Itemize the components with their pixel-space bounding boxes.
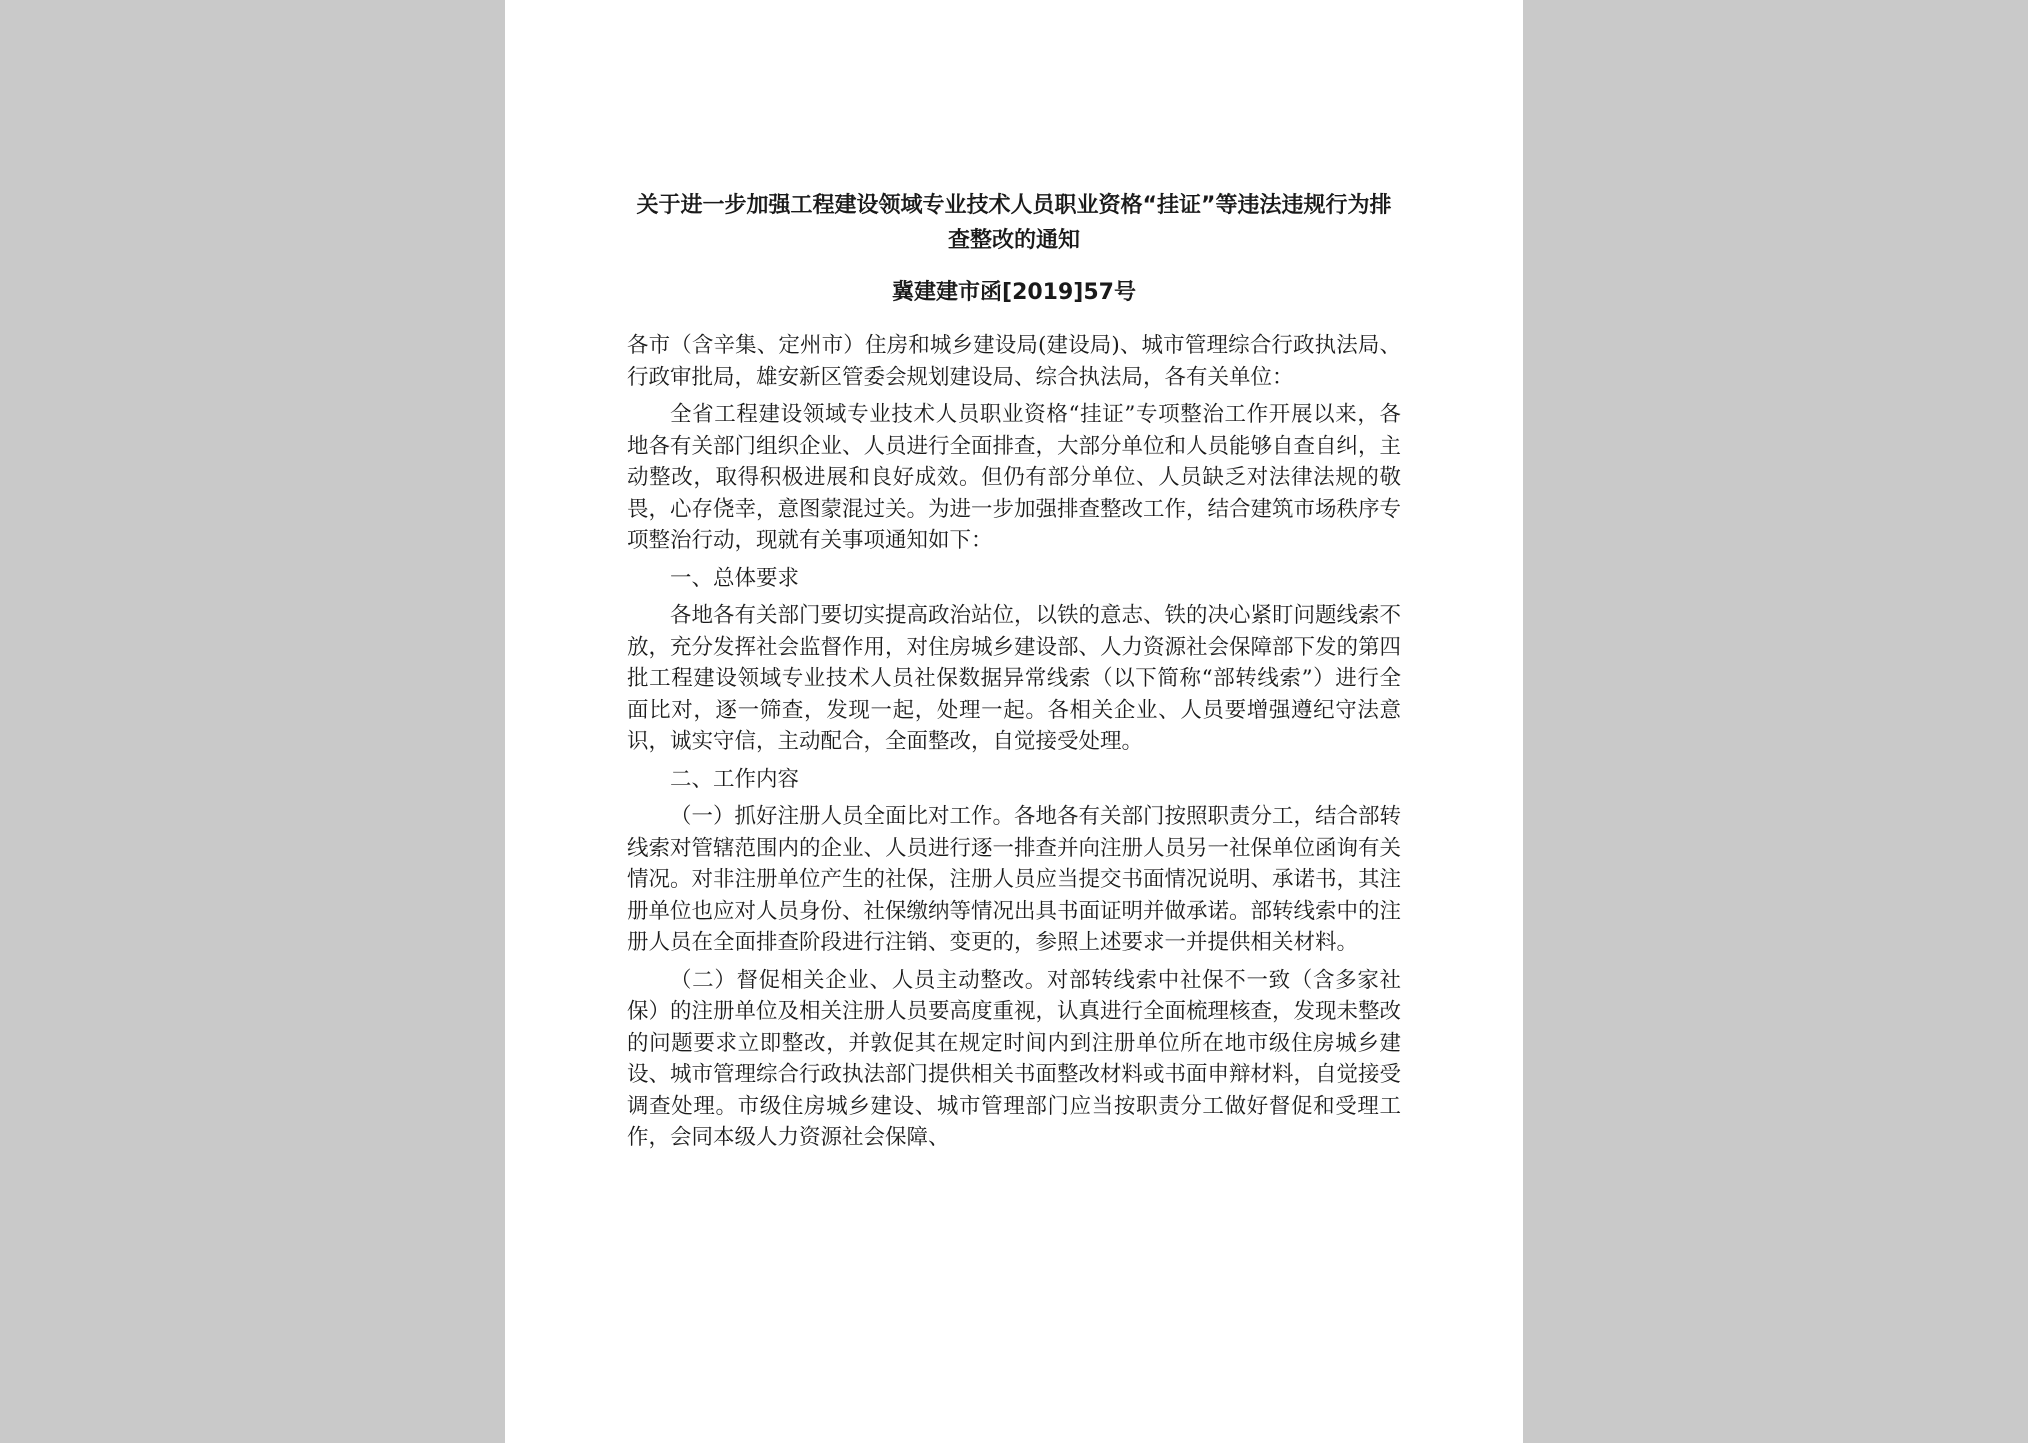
section1-paragraph: 各地各有关部门要切实提高政治站位，以铁的意志、铁的决心紧盯问题线索不放，充分发挥社会监督作用，对住房城乡建设部、人力资源社会保障部下发的第四批工程建设领域专业技术人员社保数据异常线索（以下简称“部转线索”）进行全面比对，逐一筛查，发现一起，处理一起。各相关企业、人员要增强遵纪守法意识，诚实守信，主动配合，全面整改，自觉接受处理。	[627, 603, 1402, 754]
intro-paragraph: 全省工程建设领域专业技术人员职业资格“挂证”专项整治工作开展以来，各地各有关部门组织企业、人员进行全面排查，大部分单位和人员能够自查自纠，主动整改，取得积极进展和良好成效。但仍有部分单位、人员缺乏对法律法规的敬畏，心存侥幸，意图蒙混过关。为进一步加强排查整改工作，结合建筑市场秩序专项整治行动，现就有关事项通知如下：	[627, 402, 1402, 553]
addressee-paragraph: 各市（含辛集、定州市）住房和城乡建设局(建设局)、城市管理综合行政执法局、行政审批局，雄安新区管委会规划建设局、综合执法局，各有关单位：	[627, 333, 1401, 390]
document-number: 冀建建市函[2019]57号	[892, 280, 1136, 305]
item2-paragraph: （二）督促相关企业、人员主动整改。对部转线索中社保不一致（含多家社保）的注册单位及相关注册人员要高度重视，认真进行全面梳理核查，发现未整改的问题要求立即整改，并敦促其在规定时间内到注册单位所在地市级住房城乡建设、城市管理综合行政执法部门提供相关书面整改材料或书面申辩材料，自觉接受调查处理。市级住房城乡建设、城市管理部门应当按职责分工做好督促和受理工作，会同本级人力资源社会保障、	[627, 967, 1402, 1150]
document-title: 关于进一步加强工程建设领域专业技术人员职业资格“挂证”等违法违规行为排查整改的通知	[636, 193, 1392, 253]
section1-heading: 一、总体要求	[670, 565, 800, 591]
document-page	[505, 0, 1523, 1443]
page-bottom-margin	[505, 1293, 1523, 1443]
section2-heading: 二、工作内容	[670, 766, 800, 792]
item1-paragraph: （一）抓好注册人员全面比对工作。各地各有关部门按照职责分工，结合部转线索对管辖范围内的企业、人员进行逐一排查并向注册人员另一社保单位函询有关情况。对非注册单位产生的社保，注册人员应当提交书面情况说明、承诺书，其注册单位也应对人员身份、社保缴纳等情况出具书面证明并做承诺。部转线索中的注册人员在全面排查阶段进行注销、变更的，参照上述要求一并提供相关材料。	[627, 804, 1402, 955]
